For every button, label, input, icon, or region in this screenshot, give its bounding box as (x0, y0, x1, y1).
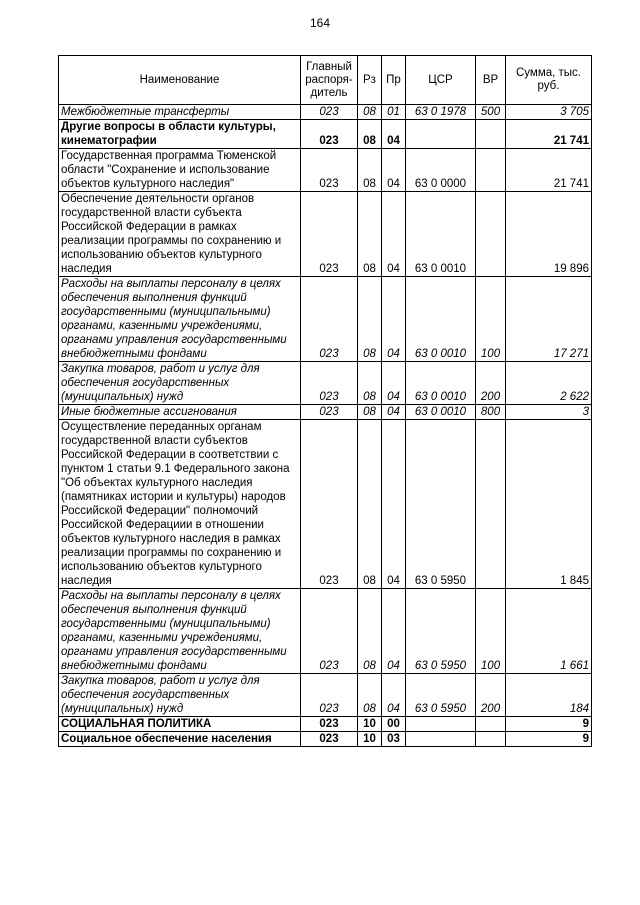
cell-glava: 023 (301, 405, 358, 420)
table-row (59, 732, 592, 747)
cell-vr (476, 717, 506, 732)
cell-pr: 04 (382, 120, 406, 149)
header-glava: Главный распоря-дитель (301, 56, 358, 105)
table-row (59, 405, 592, 420)
table-row (59, 149, 592, 192)
cell-pr: 04 (382, 674, 406, 717)
cell-vr: 800 (476, 405, 506, 420)
cell-name: Государственная программа Тюменской области "Сохранение и использование объектов культурного наследия" (59, 149, 301, 192)
cell-csr (406, 732, 476, 747)
cell-csr: 63 0 0010 (406, 192, 476, 277)
cell-csr: 63 0 1978 (406, 105, 476, 120)
cell-csr: 63 0 5950 (406, 589, 476, 674)
cell-name: Осуществление переданных органам государственной власти субъектов Российской Федерации в соответствии с пунктом 1 статьи 9.1 Федерального закона "Об объектах культурного наследия (памятниках истории и культуры) народов Российской Федерации" полномочий Российской Федерациии в отношении объектов культурного наследия в рамках реализации программы по сохранению и использованию объектов культурного наследия (59, 420, 301, 589)
cell-sum: 2 622 (506, 362, 592, 405)
header-pr: Пр (382, 56, 406, 105)
cell-rz: 08 (358, 674, 382, 717)
page-number: 164 (309, 16, 331, 30)
table-row (59, 589, 592, 674)
cell-pr: 04 (382, 589, 406, 674)
cell-name: Обеспечение деятельности органов государственной власти субъекта Российской Федерации в рамках реализации программы по сохранению и использованию объектов культурного наследия (59, 192, 301, 277)
table-body (59, 105, 592, 747)
table-row (59, 105, 592, 120)
cell-sum: 3 (506, 405, 592, 420)
cell-csr (406, 717, 476, 732)
cell-glava: 023 (301, 149, 358, 192)
cell-vr (476, 732, 506, 747)
header-sum: Сумма, тыс. руб. (506, 56, 592, 105)
cell-sum: 184 (506, 674, 592, 717)
cell-vr: 200 (476, 674, 506, 717)
cell-pr: 04 (382, 362, 406, 405)
cell-vr (476, 120, 506, 149)
cell-vr: 100 (476, 589, 506, 674)
cell-name: Закупка товаров, работ и услуг для обеспечения государственных (муниципальных) нужд (59, 674, 301, 717)
cell-glava: 023 (301, 589, 358, 674)
cell-rz: 10 (358, 732, 382, 747)
cell-csr (406, 120, 476, 149)
cell-pr: 04 (382, 192, 406, 277)
cell-glava: 023 (301, 674, 358, 717)
cell-rz: 08 (358, 589, 382, 674)
cell-pr: 04 (382, 277, 406, 362)
table-row (59, 277, 592, 362)
cell-vr (476, 420, 506, 589)
cell-rz: 08 (358, 149, 382, 192)
cell-name: Закупка товаров, работ и услуг для обеспечения государственных (муниципальных) нужд (59, 362, 301, 405)
cell-name: СОЦИАЛЬНАЯ ПОЛИТИКА (59, 717, 301, 732)
cell-rz: 08 (358, 420, 382, 589)
cell-csr: 63 0 0010 (406, 362, 476, 405)
cell-rz: 10 (358, 717, 382, 732)
cell-rz: 08 (358, 405, 382, 420)
table-header-row (59, 56, 592, 105)
cell-pr: 00 (382, 717, 406, 732)
cell-csr: 63 0 5950 (406, 674, 476, 717)
cell-vr (476, 192, 506, 277)
cell-rz: 08 (358, 277, 382, 362)
cell-sum: 9 (506, 717, 592, 732)
cell-name: Иные бюджетные ассигнования (59, 405, 301, 420)
table-row (59, 717, 592, 732)
budget-table (58, 55, 592, 747)
cell-glava: 023 (301, 732, 358, 747)
cell-csr: 63 0 0000 (406, 149, 476, 192)
cell-name: Другие вопросы в области культуры, кинематографии (59, 120, 301, 149)
header-name: Наименование (59, 56, 301, 105)
cell-vr: 500 (476, 105, 506, 120)
header-rz: Рз (358, 56, 382, 105)
cell-pr: 01 (382, 105, 406, 120)
cell-pr: 04 (382, 149, 406, 192)
cell-sum: 21 741 (506, 120, 592, 149)
cell-csr: 63 0 0010 (406, 277, 476, 362)
cell-sum: 1 845 (506, 420, 592, 589)
cell-pr: 04 (382, 420, 406, 589)
table-row (59, 362, 592, 405)
cell-name: Межбюджетные трансферты (59, 105, 301, 120)
cell-rz: 08 (358, 362, 382, 405)
cell-pr: 04 (382, 405, 406, 420)
cell-csr: 63 0 0010 (406, 405, 476, 420)
cell-csr: 63 0 5950 (406, 420, 476, 589)
cell-vr: 200 (476, 362, 506, 405)
cell-sum: 17 271 (506, 277, 592, 362)
cell-glava: 023 (301, 277, 358, 362)
cell-sum: 19 896 (506, 192, 592, 277)
cell-sum: 1 661 (506, 589, 592, 674)
cell-glava: 023 (301, 420, 358, 589)
cell-name: Расходы на выплаты персоналу в целях обеспечения выполнения функций государственными (муниципальными) органами, казенными учреждениями, органами управления государственными внебюджетными фондами (59, 589, 301, 674)
table-row (59, 192, 592, 277)
cell-rz: 08 (358, 120, 382, 149)
table-row (59, 674, 592, 717)
cell-sum: 3 705 (506, 105, 592, 120)
cell-glava: 023 (301, 717, 358, 732)
cell-name: Расходы на выплаты персоналу в целях обеспечения выполнения функций государственными (муниципальными) органами, казенными учреждениями, органами управления государственными внебюджетными фондами (59, 277, 301, 362)
cell-glava: 023 (301, 105, 358, 120)
cell-vr (476, 149, 506, 192)
cell-glava: 023 (301, 362, 358, 405)
cell-rz: 08 (358, 105, 382, 120)
cell-sum: 21 741 (506, 149, 592, 192)
cell-pr: 03 (382, 732, 406, 747)
cell-rz: 08 (358, 192, 382, 277)
cell-glava: 023 (301, 120, 358, 149)
cell-name: Социальное обеспечение населения (59, 732, 301, 747)
header-vr: ВР (476, 56, 506, 105)
cell-sum: 9 (506, 732, 592, 747)
cell-vr: 100 (476, 277, 506, 362)
table-row (59, 420, 592, 589)
header-csr: ЦСР (406, 56, 476, 105)
cell-glava: 023 (301, 192, 358, 277)
table-row (59, 120, 592, 149)
